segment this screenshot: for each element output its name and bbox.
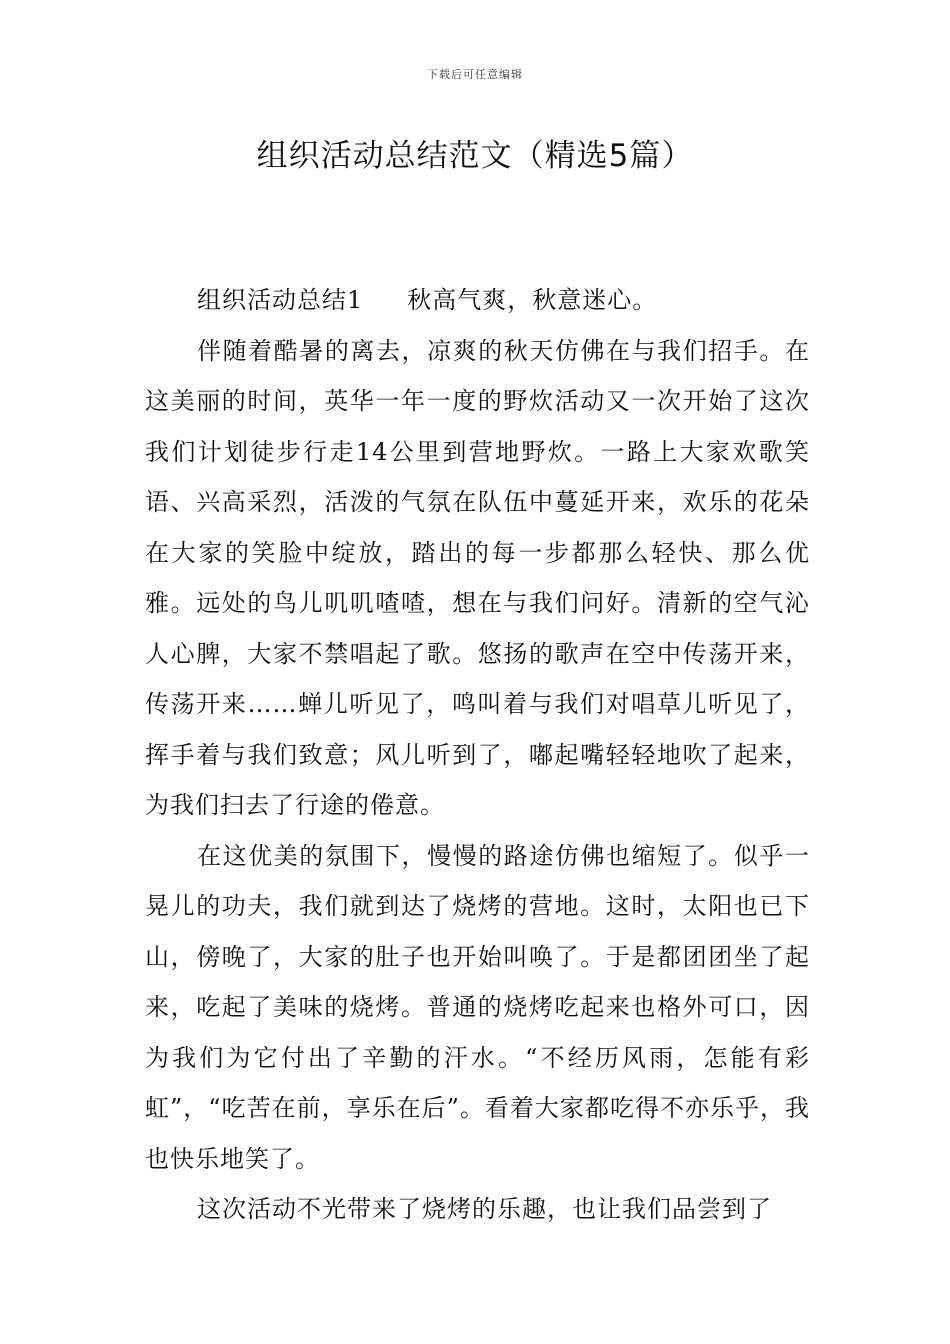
page-title: 组织活动总结范文（精选5篇） <box>256 138 694 174</box>
paragraph-3: 这次活动不光带来了烧烤的乐趣，也让我们品尝到了 <box>197 1195 772 1223</box>
paragraph-2: 在这优美的氛围下，慢慢的路途仿佛也缩短了。似乎一晃儿的功夫，我们就到达了烧烤的营地。这时，太阳也已下山，傍晚了，大家的肚子也开始叫唤了。于是都团团坐了起来，吃起了美味的烧烤。普通的烧烤吃起来也格外可口，因为我们为它付出了辛勤的汗水。“不经历风雨，怎能有彩虹”，“吃苦在前，享乐在后”。看着大家都吃得不亦乐乎，我也快乐地笑了。 <box>145 841 810 1173</box>
document-body <box>145 275 810 1235</box>
header-note: 下载后可任意编辑 <box>427 68 523 81</box>
paragraph-1: 伴随着酷暑的离去，凉爽的秋天仿佛在与我们招手。在这美丽的时间，英华一年一度的野炊活动又一次开始了这次我们计划徒步行走14公里到营地野炊。一路上大家欢歌笑语、兴高采烈，活泼的气氛在队伍中蔓延开来，欢乐的花朵在大家的笑脸中绽放，踏出的每一步都那么轻快、那么优雅。远处的鸟儿叽叽喳喳，想在与我们问好。清新的空气沁人心脾，大家不禁唱起了歌。悠扬的歌声在空中传荡开来，传荡开来……蝉儿听见了，鸣叫着与我们对唱草儿听见了，挥手着与我们致意；风儿听到了，嘟起嘴轻轻地吹了起来，为我们扫去了行途的倦意。 <box>145 336 810 819</box>
section-heading: 组织活动总结1 <box>197 286 364 314</box>
section-lead: 秋高气爽，秋意迷心。 <box>407 286 658 314</box>
section-intro-line <box>145 275 810 326</box>
